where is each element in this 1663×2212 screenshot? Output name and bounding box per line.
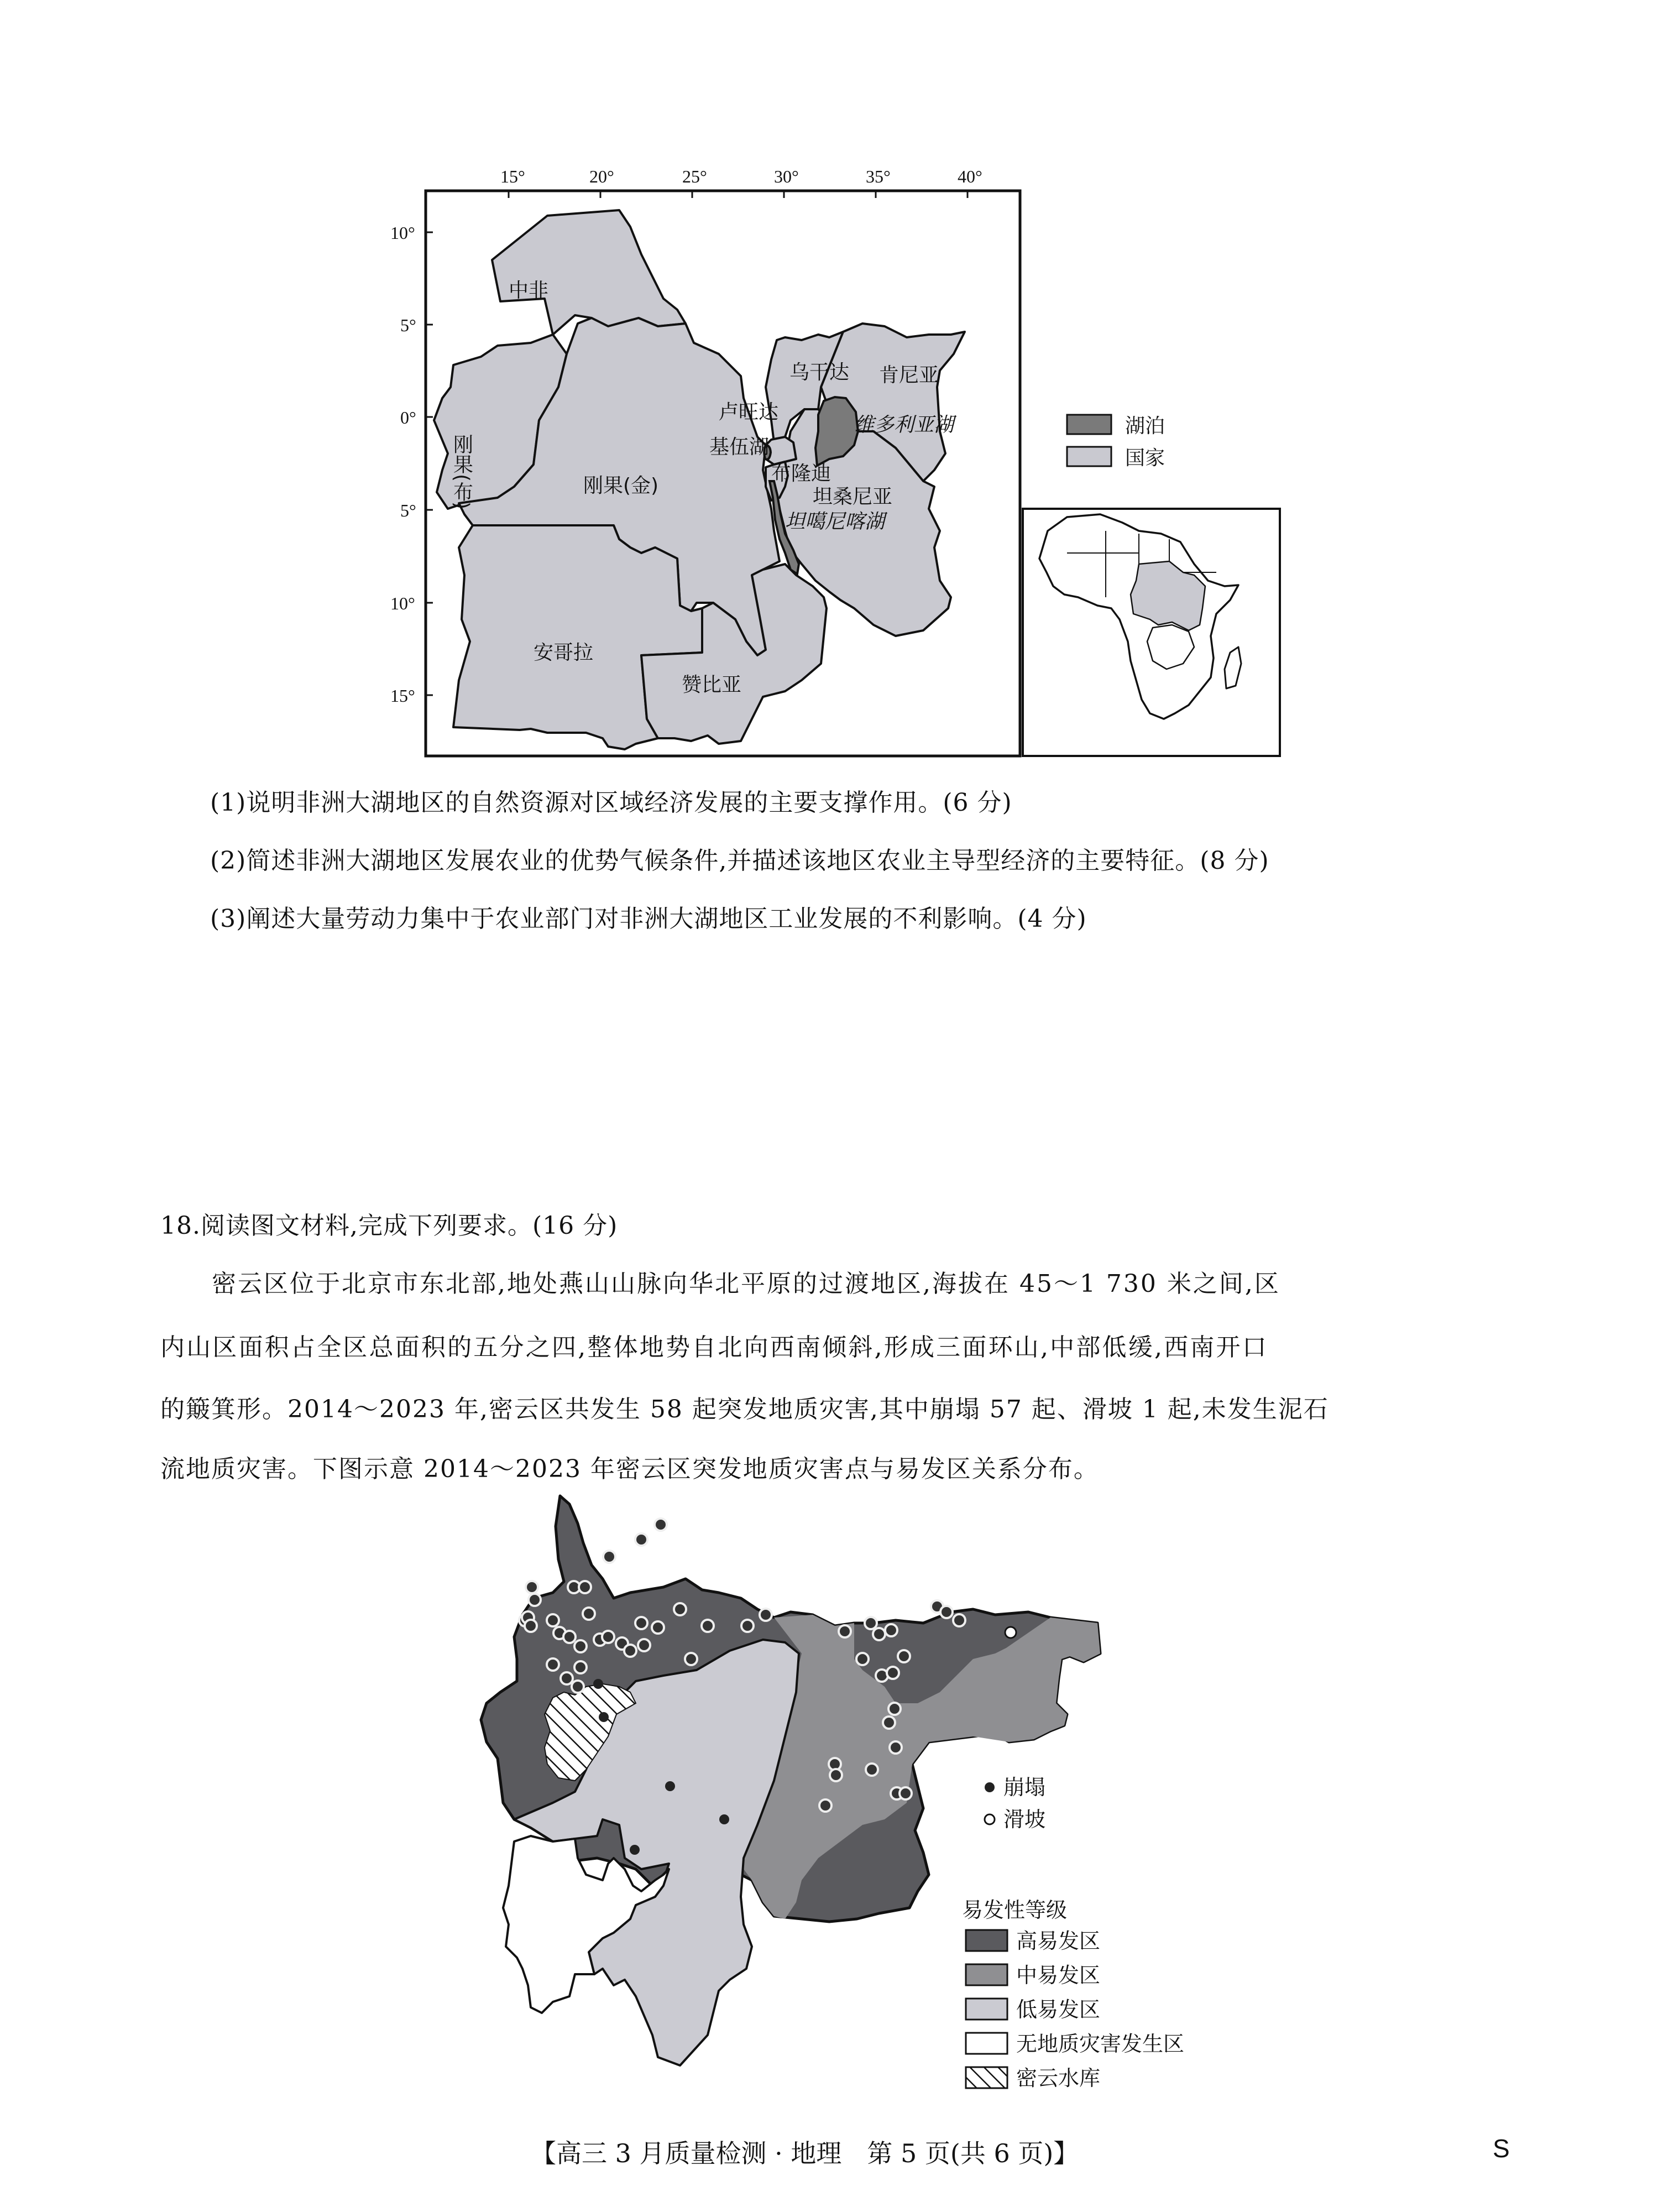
question-17-1: (1)说明非洲大湖地区的自然资源对区域经济发展的主要支撑作用。(6 分) <box>210 789 1012 817</box>
question-18-title: 18.阅读图文材料,完成下列要求。(16 分) <box>160 1212 618 1240</box>
collapse-point <box>719 1814 729 1824</box>
legend-lake-swatch <box>1067 415 1111 434</box>
legend-high-swatch <box>966 1930 1007 1951</box>
hazard-point <box>602 1631 614 1643</box>
hazard-point <box>526 1581 538 1593</box>
question-17-3: (3)阐述大量劳动力集中于农业部门对非洲大湖地区工业发展的不利影响。(4 分) <box>210 905 1087 933</box>
label-congo-k: 刚果(金) <box>583 474 659 497</box>
lon-tick-label: 30° <box>774 166 799 186</box>
hazard-point <box>702 1620 714 1632</box>
legend-landslide-label: 滑坡 <box>1003 1807 1046 1832</box>
hazard-point <box>652 1621 664 1634</box>
legend-landslide-symbol <box>985 1814 995 1824</box>
label-burundi: 布隆迪 <box>771 462 832 485</box>
hazard-point <box>898 1650 910 1662</box>
hazard-point <box>839 1625 851 1637</box>
lon-tick-label: 15° <box>500 166 525 186</box>
legend-low-swatch <box>966 1999 1007 2020</box>
collapse-point <box>593 1679 603 1689</box>
hazard-point <box>638 1639 650 1651</box>
legend-none-label: 无地质灾害发生区 <box>1016 2032 1185 2056</box>
hazard-point <box>583 1608 595 1620</box>
legend-collapse-symbol <box>985 1782 995 1792</box>
lon-tick-label: 35° <box>866 166 891 186</box>
footer-code: S <box>1493 2134 1510 2163</box>
q18-paragraph-line: 内山区面积占全区总面积的五分之四,整体地势自北向西南倾斜,形成三面环山,中部低缓,西南开口 <box>160 1333 1268 1361</box>
collapse-point <box>665 1781 675 1791</box>
q18-paragraph-line: 密云区位于北京市东北部,地处燕山山脉向华北平原的过渡地区,海拔在 45～1 730 米之间,区 <box>212 1270 1280 1298</box>
hazard-point <box>890 1741 902 1754</box>
hazard-point <box>624 1645 636 1657</box>
question-17-2: (2)简述非洲大湖地区发展农业的优势气候条件,并描述该地区农业主导型经济的主要特征。(8 分) <box>210 847 1269 875</box>
label-uganda: 乌干达 <box>789 361 850 384</box>
hazard-point <box>603 1551 615 1563</box>
hazard-point <box>579 1581 591 1593</box>
q18-paragraph-line: 的簸箕形。2014～2023 年,密云区共发生 58 起突发地质灾害,其中崩塌 57 起、滑坡 1 起,未发生泥石 <box>160 1395 1329 1423</box>
lon-tick-label: 25° <box>682 166 707 186</box>
africa-great-lakes-map <box>0 0 1663 774</box>
label-car: 中非 <box>509 279 549 302</box>
hazard-point <box>819 1799 832 1812</box>
label-rwanda: 卢旺达 <box>719 401 779 424</box>
collapse-point <box>630 1845 640 1855</box>
q18-paragraph-line: 流地质灾害。下图示意 2014～2023 年密云区突发地质灾害点与易发区关系分布。 <box>160 1455 1099 1483</box>
legend-low-label: 低易发区 <box>1016 1997 1101 2022</box>
legend-none-swatch <box>966 2033 1007 2054</box>
label-victoria: 维多利亚湖 <box>854 414 954 436</box>
hazard-point <box>865 1617 877 1629</box>
hazard-point <box>674 1603 686 1615</box>
miyun-hazard-map <box>0 1482 1663 2112</box>
lat-tick-label: 0° <box>400 408 416 427</box>
legend-grade-title: 易发性等级 <box>962 1898 1068 1922</box>
hazard-point <box>900 1787 912 1799</box>
hazard-point <box>574 1640 587 1652</box>
hazard-point <box>883 1717 895 1729</box>
hazard-point <box>887 1667 899 1679</box>
hazard-point <box>888 1703 901 1715</box>
hazard-point <box>741 1620 754 1632</box>
hazard-point <box>563 1631 576 1643</box>
lat-tick-label: 10° <box>390 223 415 243</box>
hazard-point <box>685 1653 697 1665</box>
hazard-point <box>885 1624 897 1636</box>
legend-reservoir-swatch <box>966 2067 1007 2088</box>
legend-lake-label: 湖泊 <box>1125 415 1165 437</box>
hazard-point <box>830 1769 842 1781</box>
hazard-point <box>856 1653 869 1665</box>
label-tanzania: 坦桑尼亚 <box>813 486 893 508</box>
lon-tick-label: 40° <box>958 166 982 186</box>
hazard-point <box>866 1764 878 1776</box>
legend-reservoir-label: 密云水库 <box>1016 2066 1101 2090</box>
lon-tick-label: 20° <box>589 166 614 186</box>
hazard-point <box>635 1533 647 1546</box>
legend-medium-label: 中易发区 <box>1016 1963 1101 1987</box>
page-footer: 【高三 3 月质量检测 · 地理 第 5 页(共 6 页)】 <box>531 2138 1079 2168</box>
label-angola: 安哥拉 <box>534 641 594 664</box>
lat-tick-label: 10° <box>390 593 415 613</box>
legend-high-label: 高易发区 <box>1016 1929 1101 1953</box>
hazard-point <box>525 1620 537 1632</box>
hazard-point <box>547 1614 559 1626</box>
lat-tick-label: 5° <box>400 500 416 520</box>
legend-collapse-label: 崩塌 <box>1003 1775 1046 1799</box>
collapse-point <box>599 1712 609 1722</box>
hazard-point <box>655 1519 667 1531</box>
lat-tick-label: 5° <box>400 315 416 335</box>
hazard-point <box>529 1594 541 1606</box>
hazard-point <box>574 1661 587 1673</box>
hazard-point <box>940 1606 953 1618</box>
hazard-point <box>953 1614 965 1626</box>
hazard-point <box>572 1681 584 1693</box>
hazard-point <box>635 1617 647 1629</box>
landslide-point <box>1005 1627 1016 1638</box>
hazard-point <box>561 1672 573 1684</box>
legend-medium-swatch <box>966 1964 1007 1985</box>
hazard-point <box>873 1628 885 1640</box>
legend-country-swatch <box>1067 447 1111 466</box>
label-congo-b: 刚果(布) <box>450 434 473 510</box>
label-zambia: 赞比亚 <box>682 674 742 696</box>
label-kivu: 基伍湖 <box>709 436 770 458</box>
hazard-point <box>547 1658 559 1671</box>
legend-country-label: 国家 <box>1125 447 1165 469</box>
label-kenya: 肯尼亚 <box>879 364 939 387</box>
lat-tick-label: 15° <box>390 686 415 706</box>
hazard-point <box>760 1609 772 1621</box>
label-tanganyika: 坦噶尼喀湖 <box>785 510 885 533</box>
